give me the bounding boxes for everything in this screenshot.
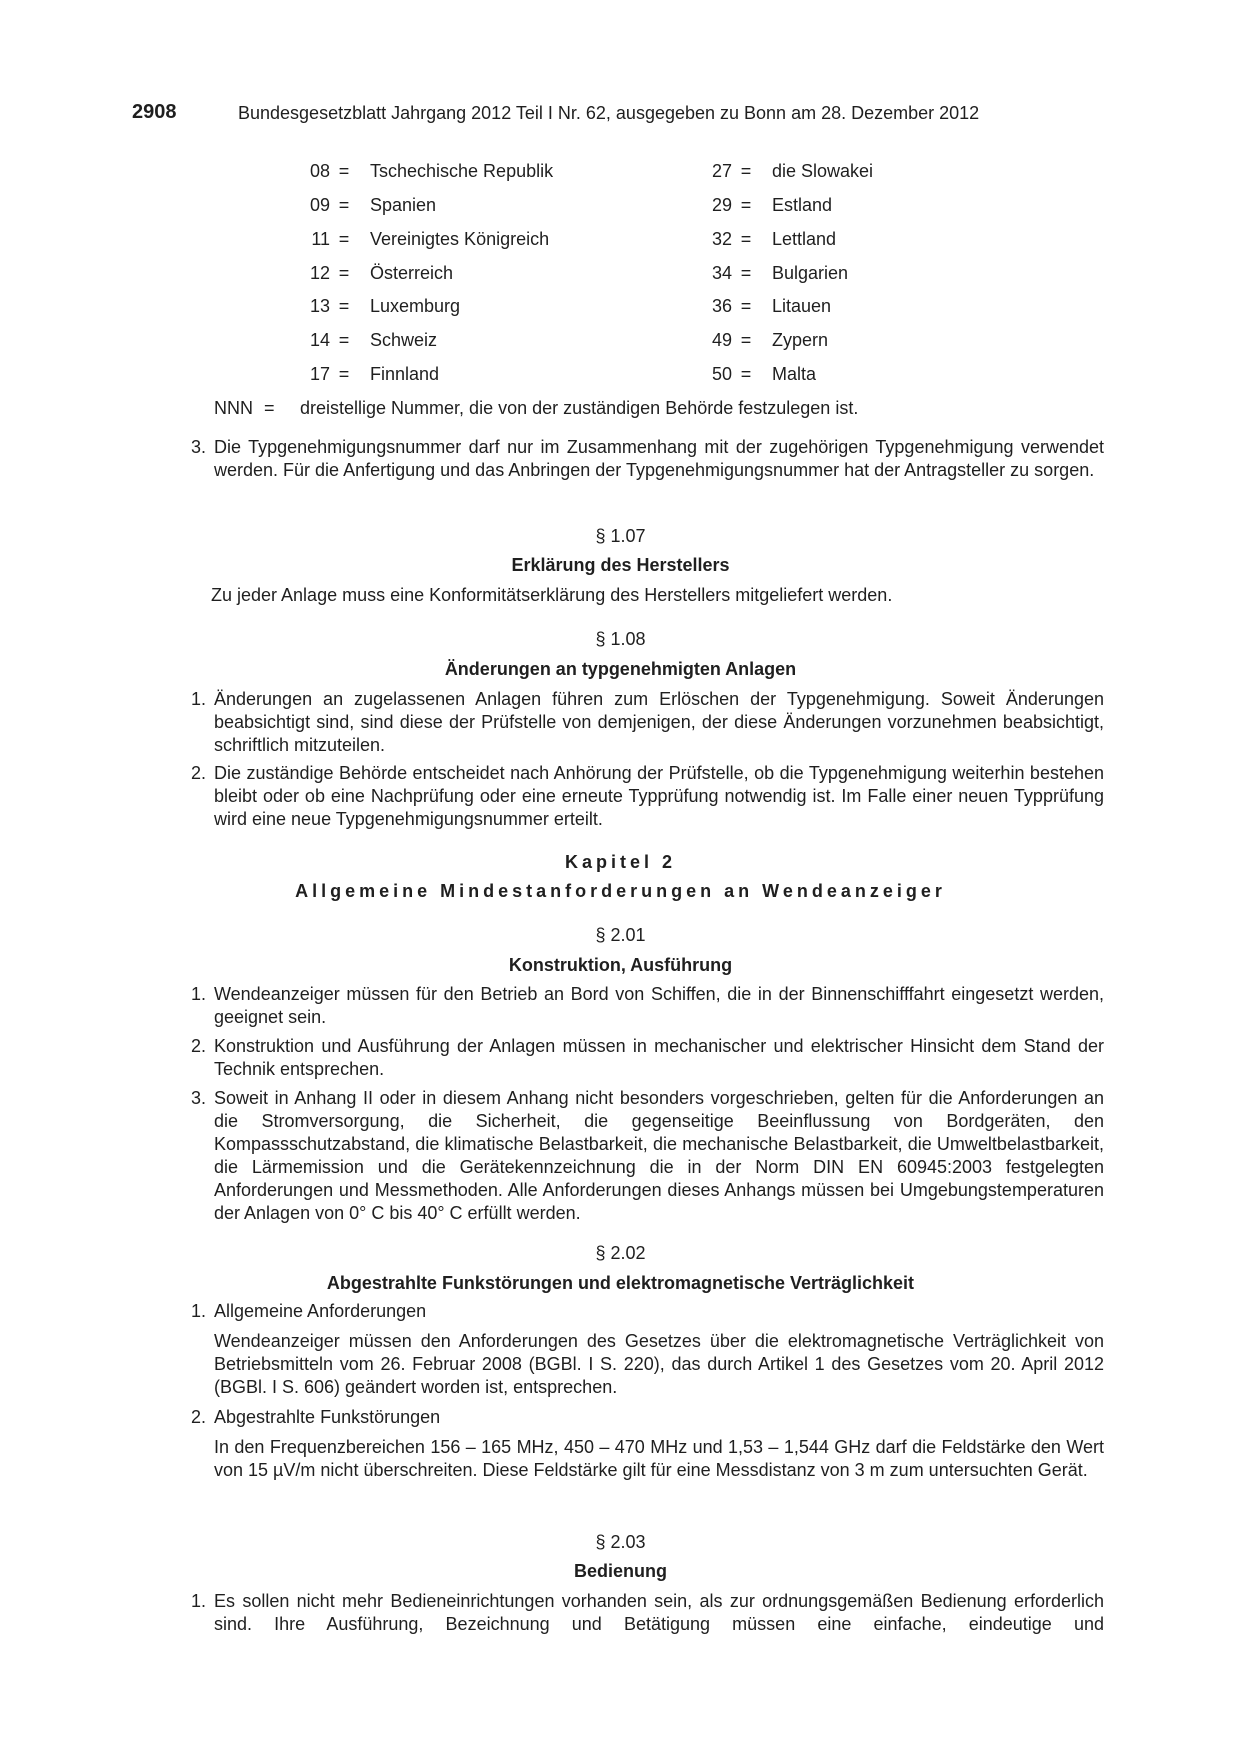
country-name: Schweiz (370, 330, 438, 350)
paragraph: Zu jeder Anlage muss eine Konformitätserklärung des Herstellers mitgeliefert werden. (211, 585, 893, 605)
document-page: 2908 Bundesgesetzblatt Jahrgang 2012 Teil I Nr. 62, ausgegeben zu Bonn am 28. Dezember 2012 08 = Tschechische Republik 09 = Spanien 11 = Vereinigtes Königreich 12 = Österreich 13 = Luxemburg 14 = Schweiz 17 = Finnland 27 = die Slowakei 29 = Estland 32 = Lettland 34 = Bulgarien 36 = Litauen 49 = Zypern 50 = Malta NNN = dreistellige Nummer, die von der zuständigen Behörde festzulegen ist. 3. Die Typgenehmigungsnummer darf nur im Zusammenhang mit der zugehörigen Typgenehmigung verwendet werden. Für die Anfertigung und das Anbringen der Typgenehmigungsnummer hat der Antragsteller zu sorgen. § 1.07 Erklärung des Herstellers Zu jeder Anlage muss eine Konformitätserklärung des Herstellers mitgeliefert werden. § 1.08 Änderungen an typgenehmigten Anlagen 1. Änderungen an zugelassenen Anlagen führen zum Erlöschen der Typgenehmigung. Soweit Änderungen beabsichtigt sind, sind diese der Prüfstelle von demjenigen, der diese Änderungen vorzunehmen beabsichtigt, schriftlich mitzuteilen. 2. Die zuständige Behörde entscheidet nach Anhörung der Prüfstelle, ob die Typgenehmigung weiterhin bestehen bleibt oder ob eine Nachprüfung oder eine erneute Typprüfung notwendig ist. Im Falle einer neuen Typprüfung wird eine neue Typgenehmigungsnummer erteilt. Kapitel 2 Allgemeine Mindestanforderungen an Wendeanzeiger § 2.01 Konstruktion, Ausführung 1. Wendeanzeiger müssen für den Betrieb an Bord von Schiffen, die in der Binnenschifffahrt eingesetzt werden, geeignet sein. 2. Konstruktion und Ausführung der Anlagen müssen in mechanischer und elektrischer Hinsicht dem Stand der Technik entsprechen. 3. Soweit in Anhang II oder in diesem Anhang nicht besonders vorgeschrieben, gelten für die Anforderungen an die Stromversorgung, die Sicherheit, die gegenseitige Beeinflussung von Bordgeräten, den Kompassschutzabstand, die klimatische Belastbarkeit, die mechanische Belastbarkeit, die Umweltbelastbarkeit, die Lärmemission und die Gerätekennzeichnung die in der Norm DIN EN 60945:2003 festgelegten Anforderungen und Messmethoden. Alle Anforderungen dieses Anhangs müssen bei Umgebungstemperaturen der Anlagen von 0° C bis 40° C erfüllt werden. § 2.02 Abgestrahlte Funkstörungen und elektromagnetische Verträglichkeit 1. Allgemeine Anforderungen Wendeanzeiger müssen den Anforderungen des Gesetzes über die elektromagnetische Verträglichkeit von Betriebsmitteln vom 26. Februar 2008 (BGBl. I S. 220), das durch Artikel 1 des Gesetzes vom 20. April 2012 (BGBl. I S. 606) geändert worden ist, entsprechen. 2. Abgestrahlte Funkstörungen In den Frequenzbereichen 156 – 165 MHz, 450 – 470 MHz und 1,53 – 1,544 GHz darf die Feldstärke den Wert von 15 µV/m nicht überschreiten. Diese Feldstärke gilt für eine Messdistanz von 3 m zum untersuchten Gerät. § 2.03 Bedienung 1. Es sollen nicht mehr Bedieneinrichtungen vorhanden sein, als zur ordnungsgemäßen Bedienung erforderlich sind. Ihre Ausführung, Bezeichnung und Betätigung müssen eine einfache, eindeutige und (0, 0, 1241, 1754)
section-title: Erklärung des Herstellers (511, 555, 730, 575)
country-name: Bulgarien (772, 263, 849, 283)
country-name: Vereinigtes Königreich (370, 229, 550, 249)
country-name: Estland (772, 195, 833, 215)
country-name: Litauen (772, 296, 832, 316)
country-name: Spanien (370, 195, 437, 215)
section-title: Bedienung (574, 1561, 667, 1581)
chapter-title: Allgemeine Mindestanforderungen an Wendeanzeiger (295, 881, 946, 901)
section-number: § 2.01 (595, 925, 646, 945)
country-name: Malta (772, 364, 817, 384)
running-header: Bundesgesetzblatt Jahrgang 2012 Teil I Nr. 62, ausgegeben zu Bonn am 28. Dezember 2012 (238, 103, 980, 123)
chapter-label: Kapitel 2 (564, 852, 677, 872)
country-name: die Slowakei (772, 161, 874, 181)
country-name: Lettland (772, 229, 837, 249)
country-name: Finnland (370, 364, 440, 384)
country-name: Zypern (772, 330, 829, 350)
section-title: Änderungen an typgenehmigten Anlagen (444, 659, 797, 679)
country-name: Tschechische Republik (370, 161, 554, 181)
item-heading: Abgestrahlte Funkstörungen (214, 1407, 441, 1427)
section-number: § 2.03 (595, 1532, 646, 1552)
section-number: § 1.08 (595, 629, 646, 649)
section-number: § 1.07 (595, 526, 646, 546)
page-number: 2908 (132, 101, 177, 123)
section-title: Konstruktion, Ausführung (508, 955, 733, 975)
country-name: Luxemburg (370, 296, 461, 316)
section-number: § 2.02 (595, 1243, 646, 1263)
country-name: Österreich (370, 263, 454, 283)
item-heading: Allgemeine Anforderungen (214, 1301, 427, 1321)
section-title: Abgestrahlte Funkstörungen und elektromagnetische Verträglichkeit (326, 1273, 915, 1293)
